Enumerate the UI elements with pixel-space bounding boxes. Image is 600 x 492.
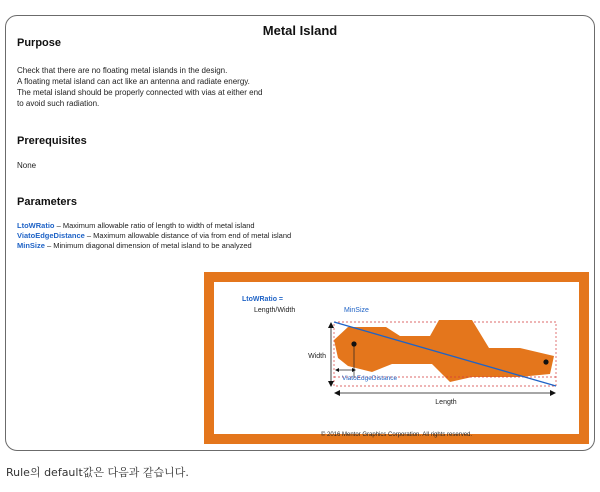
parameter-name: MinSize <box>17 241 45 250</box>
prerequisites-heading: Prerequisites <box>17 135 87 147</box>
via-distance-label: ViatoEdgeDistance <box>342 375 398 382</box>
purpose-section <box>17 37 262 109</box>
island-diagram <box>214 282 579 434</box>
length-arrow-head-right <box>550 390 556 396</box>
parameter-desc: – Maximum allowable distance of via from end of metal island <box>84 231 292 240</box>
purpose-text <box>17 65 262 109</box>
parameters-heading: Parameters <box>17 196 77 208</box>
width-arrow-head-top <box>328 322 334 328</box>
parameter-item <box>17 241 291 251</box>
copyright-caption: © 2016 Mentor Graphics Corporation. All rights reserved. <box>320 432 473 438</box>
parameter-item <box>17 231 291 241</box>
length-arrow-head-left <box>334 390 340 396</box>
minsize-label: MinSize <box>344 307 369 314</box>
ratio-label: LtoWRatio = <box>242 296 284 303</box>
purpose-line: Check that there are no floating metal islands in the design. <box>17 66 228 75</box>
length-label: Length <box>435 399 457 406</box>
purpose-line: A floating metal island can act like an antenna and radiate energy. <box>17 77 250 86</box>
purpose-line: The metal island should be properly connected with vias at either end <box>17 88 263 97</box>
parameter-name: ViatoEdgeDistance <box>17 231 85 240</box>
footnote-text: Rule의 default값은 다음과 같습니다. <box>6 466 189 479</box>
via-dot-left <box>351 341 356 346</box>
card-title: Metal Island <box>257 24 343 38</box>
parameter-desc: – Minimum diagonal dimension of metal island to be analyzed <box>44 241 252 250</box>
ratio-formula: Length/Width <box>254 307 296 314</box>
via-distance-head-left <box>335 368 339 372</box>
purpose-heading: Purpose <box>17 37 62 49</box>
width-arrow-head-bottom <box>328 381 334 387</box>
parameter-name: LtoWRatio <box>17 221 55 230</box>
figure-canvas <box>214 282 579 434</box>
width-label: Width <box>308 353 326 360</box>
prerequisites-text: None <box>17 161 37 170</box>
parameter-item <box>17 221 291 231</box>
via-dot-right <box>543 359 548 364</box>
metal-island-figure <box>204 272 589 444</box>
parameter-desc: – Maximum allowable ratio of length to width of metal island <box>54 221 255 230</box>
purpose-line: to avoid such radiation. <box>17 99 100 108</box>
metal-island-shape <box>334 320 554 382</box>
prerequisites-section <box>17 135 87 171</box>
parameters-section <box>17 196 291 251</box>
parameters-list <box>17 221 291 251</box>
